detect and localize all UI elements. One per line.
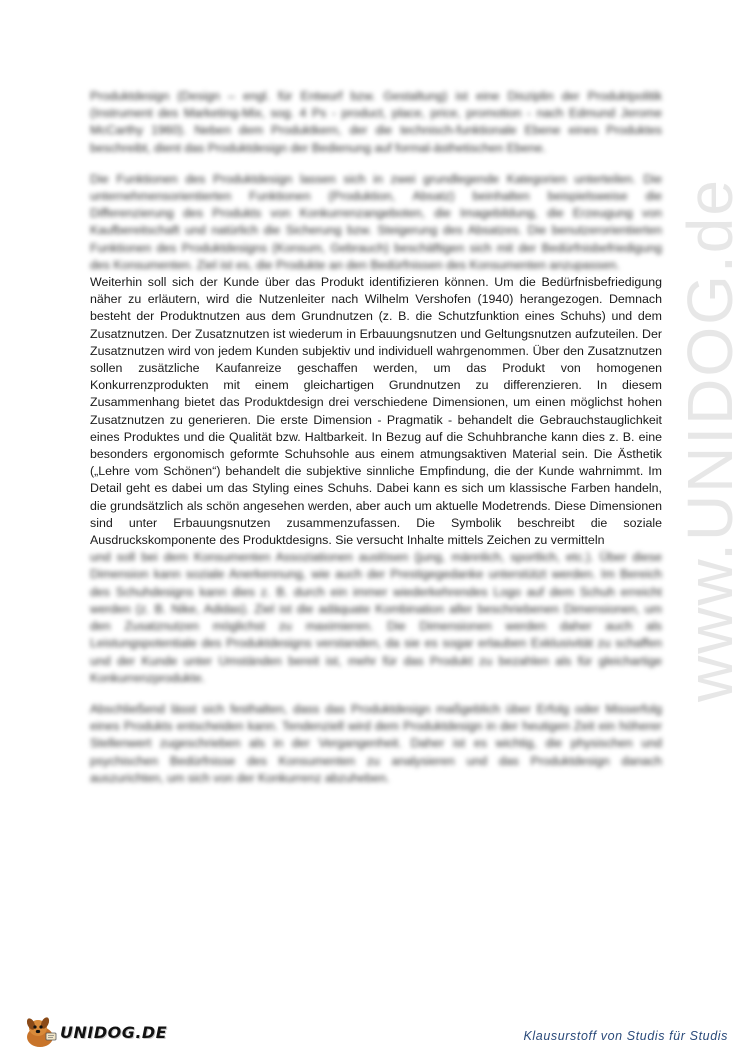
visible-excerpt bbox=[90, 274, 662, 549]
document-body bbox=[90, 88, 662, 801]
footer-slogan: Klausurstoff von Studis für Studis bbox=[523, 1029, 728, 1043]
paragraph-functions: Die Funktionen des Produktdesign lassen sich in zwei grundlegende Kategorien unterteilen. Die unternehmensorientierten Funktionen (Produktion, Absatz) beinhalten beispielsweise die Differenzierung des Produkts von Konkurrenzangeboten, die Imagebildung, die Erzeugung von Kaufbereitschaft und natürlich die Sicherung bzw. Steigerung des Absatzes. Die benutzerorientierten Funktionen des Produktdesigns (Konsum, Gebrauch) beschäftigen sich mit der Bedürfnisbefriedigung des Konsumenten. Ziel ist es, die Produkte an den Bedürfnissen des Konsumenten anzupassen. bbox=[90, 171, 662, 272]
paragraph-continuation: und soll bei dem Konsumenten Assoziationen auslösen (jung, männlich, sportlich, etc.). Über diese Dimension kann soziale Anerkennung, wie auch der Prestigegedanke unterstützt werden. Im Bereich des Schuhdesigns kann dies z. B. durch ein immer wiederkehrendes Logo auf dem Schuh erreicht werden (z. B. Nike, Adidas). Ziel ist die adäquate Kombination aller beschriebenen Dimensionen, um den Zusatznutzen möglichst zu maximieren. Die Dimensionen werden daher auch als Leistungspotentiale des Produktdesigns verstanden, da sie es sogar erlauben Exklusivität zu schaffen und der Kunde unter Umständen bereit ist, mehr für das Produkt zu bezahlen als für gleichartige Konkurrenzprodukte. bbox=[90, 550, 662, 685]
watermark-text: www.UNIDOG.de bbox=[674, 178, 746, 702]
unidog-logo[interactable] bbox=[22, 1012, 167, 1052]
dog-mascot-icon bbox=[22, 1015, 58, 1049]
watermark bbox=[660, 120, 750, 760]
logo-text: UNIDOG.DE bbox=[60, 1022, 168, 1042]
paragraph-conclusion: Abschließend lässt sich festhalten, dass das Produktdesign maßgeblich über Erfolg oder Misserfolg eines Produkts entscheiden kann. Tendenziell wird dem Produktdesign in der heutigen Zeit ein höherer Stellenwert zugeschrieben als in der Vergangenheit. Daher ist es wichtig, die physischen und psychischen Bedürfnisse des Konsumenten zu analysieren und das Produktdesign danach auszurichten, um sich von der Konkurrenz abzuheben. bbox=[90, 701, 662, 785]
paragraph-intro: Produktdesign (Design – engl. für Entwurf bzw. Gestaltung) ist eine Disziplin der Produktpolitik (Instrument des Marketing-Mix, sog. 4 Ps - product, place, price, promotion - nach Edmund Jerome McCarthy 1960). Neben dem Produktkern, der die technisch-funktionale Ebene eines Produktes beschreibt, dient das Produktdesign der Bedienung auf formal-ästhetischen Ebene. bbox=[90, 89, 662, 155]
paragraph-excerpt: Weiterhin soll sich der Kunde über das Produkt identifizieren können. Um die Bedürfnisbefriedigung näher zu erläutern, wird die Nutzenleiter nach Wilhelm Vershofen (1940) herangezogen. Demnach besteht der Produktnutzen aus dem Grundnutzen (z. B. die Schutzfunktion eines Schuhs) und dem Zusatznutzen. Der Zusatznutzen ist wiederum in Erbauungsnutzen und Geltungsnutzen aufzuteilen. Der Zusatznutzen wird von jedem Kunden subjektiv und individuell wahrgenommen. Über den Zusatznutzen sollen zusätzliche Kaufanreize geschaffen werden, um das Produkt von homogenen Konkurrenzprodukten mit einem gleichartigen Grundnutzen zu differenzieren. In diesem Zusammenhang bietet das Produktdesign drei verschiedene Dimensionen, um einen möglichst hohen Zusatznutzen zu generieren. Die erste Dimension - Pragmatik - behandelt die Gebrauchstauglichkeit eines Produktes und die Qualität bzw. Haltbarkeit. In Bezug auf die Schuhbranche kann dies z. B. eine besonders ergonomisch geformte Schuhsohle aus einem atmungsaktiven Material sein. Die Ästhetik („Lehre vom Schönen“) behandelt die subjektive sinnliche Empfindung, die der Kunde wahrnimmt. Im Detail geht es dabei um das Styling eines Schuhs. Dabei kann es sich um klassische Farben handeln, die grundsätzlich als schön angesehen werden, aber auch um aktuelle Modetrends. Diese Dimensionen sind unter Erbauungsnutzen zusammenzufassen. Die Symbolik beschreibt die soziale Ausdruckskomponente des Produktdesigns. Sie versucht Inhalte mittels Zeichen zu vermitteln bbox=[90, 275, 662, 548]
